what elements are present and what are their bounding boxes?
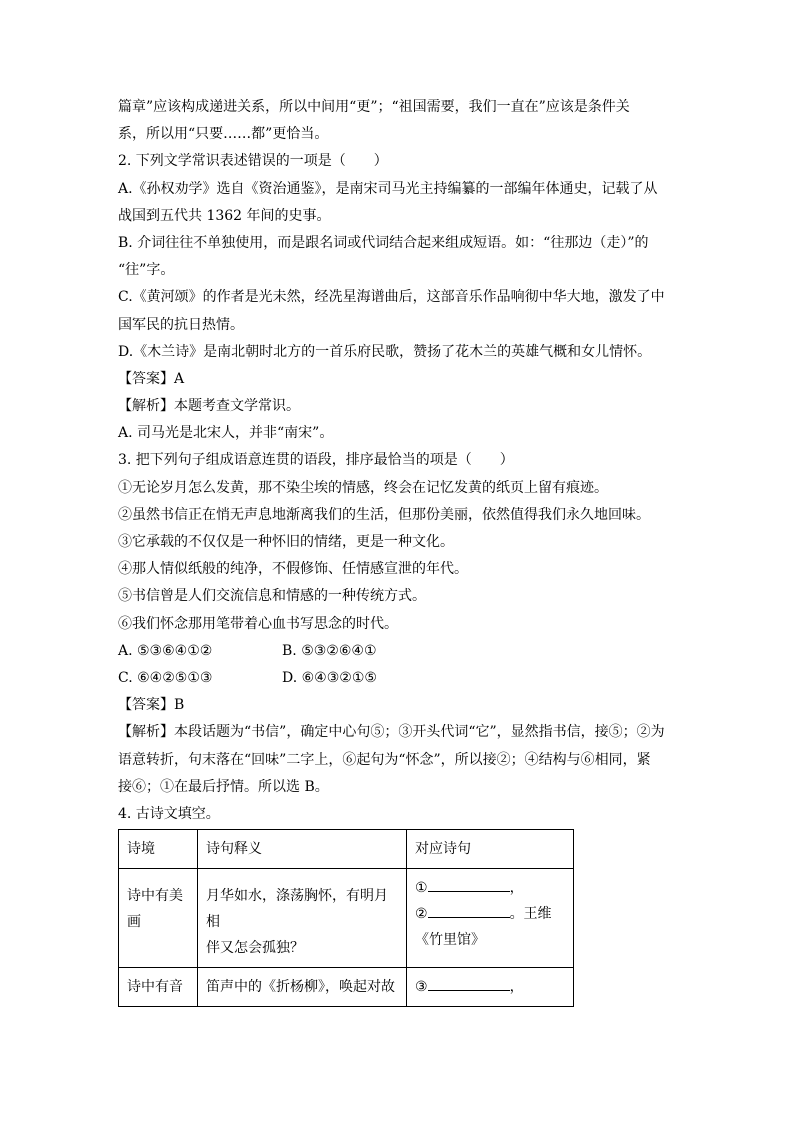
question-2-option-c: C.《黄河颂》的作者是光未然，经冼星海谱曲后，这部音乐作品响彻中华大地，激发了中 xyxy=(118,289,665,306)
document-body xyxy=(118,94,708,828)
analysis-text: 【解析】本段话题为“书信”，确定中心句⑤；③开头代词“它”，显然指书信，接⑤；②为 xyxy=(118,724,665,741)
table-header-row xyxy=(119,830,574,869)
question-2-option-d: D.《木兰诗》是南北朝时北方的一首乐府民歌，赞扬了花木兰的英雄气概和女儿情怀。 xyxy=(118,343,652,360)
question-2-stem: 2. 下列文学常识表述错误的一项是（ ） xyxy=(118,153,388,170)
question-3-options-row xyxy=(118,638,708,665)
text-line: 语意转折，句末落在“回味”二字上，⑥起句为“怀念”，所以接②；④结构与⑥相同，紧 xyxy=(118,751,651,768)
table-cell: 月华如水，涤荡胸怀，有明月相 伴又怎会孤独？ xyxy=(198,869,407,968)
text-line: A. 司马光是北宋人，并非“南宋”。 xyxy=(118,425,334,442)
answer-label: 【答案】B xyxy=(118,697,185,714)
text-line: 接⑥；①在最后抒情。所以选 B。 xyxy=(118,778,329,795)
table-header-cell: 诗句释义 xyxy=(198,830,407,869)
option-a: A. ⑤③⑥④①② xyxy=(118,642,213,659)
sentence-3: ③它承载的不仅仅是一种怀旧的情绪，更是一种文化。 xyxy=(118,534,454,550)
poetry-table xyxy=(118,829,574,1007)
table-cell: 诗中有音 xyxy=(119,968,198,1007)
fill-in-blank-3[interactable] xyxy=(428,976,510,991)
table-row xyxy=(119,869,574,968)
sentence-5: ⑤书信曾是人们交流信息和情感的一种传统方式。 xyxy=(118,588,426,605)
table-cell: 笛声中的《折杨柳》，唤起对故 xyxy=(198,968,407,1007)
fill-in-blank-2[interactable] xyxy=(428,903,510,918)
table-cell: ① ， ② 。王维 《竹里馆》 xyxy=(407,869,574,968)
table-header-cell: 对应诗句 xyxy=(407,830,574,869)
sentence-1: ①无论岁月怎么发黄，那不染尘埃的情感，终会在记忆发黄的纸页上留有痕迹。 xyxy=(118,479,608,496)
text-line: 篇章”应该构成递进关系，所以中间用“更”；“祖国需要，我们一直在”应该是条件关 xyxy=(118,99,630,115)
table-row xyxy=(119,968,574,1007)
option-b: B. ⑤③②⑥④① xyxy=(282,642,377,659)
text-line: 国军民的抗日热情。 xyxy=(118,316,244,333)
analysis-label: 【解析】本题考查文学常识。 xyxy=(118,398,300,415)
question-2-option-a: A.《孙权劝学》选自《资治通鉴》，是南宋司马光主持编纂的一部编年体通史，记载了从 xyxy=(118,180,658,197)
option-d: D. ⑥④③②①⑤ xyxy=(282,669,377,686)
fill-in-blank-1[interactable] xyxy=(428,877,510,892)
text-line: 战国到五代共 1362 年间的史事。 xyxy=(118,207,331,224)
table-cell: 诗中有美 画 xyxy=(119,869,198,968)
question-3-stem: 3. 把下列句子组成语意连贯的语段，排序最恰当的项是（ ） xyxy=(118,452,514,469)
sentence-4: ④那人情似纸般的纯净，不假修饰、任情感宣泄的年代。 xyxy=(118,561,468,578)
sentence-6: ⑥我们怀念那用笔带着心血书写思念的时代。 xyxy=(118,615,398,632)
sentence-2: ②虽然书信正在悄无声息地渐离我们的生活，但那份美丽，依然值得我们永久地回味。 xyxy=(118,506,650,523)
text-line: 系，所以用“只要……都”更恰当。 xyxy=(118,126,329,143)
question-2-option-b: B. 介词往往不单独使用，而是跟名词或代词结合起来组成短语。如：“往那边（走）”的 xyxy=(118,234,649,251)
option-c: C. ⑥④②⑤①③ xyxy=(118,669,213,686)
table-header-cell: 诗境 xyxy=(119,830,198,869)
answer-label: 【答案】A xyxy=(118,370,185,387)
text-line: “往”字。 xyxy=(118,262,175,279)
question-3-options-row xyxy=(118,665,708,692)
table-cell: ③ ， xyxy=(407,968,574,1007)
question-4-stem: 4. 古诗文填空。 xyxy=(118,805,220,822)
